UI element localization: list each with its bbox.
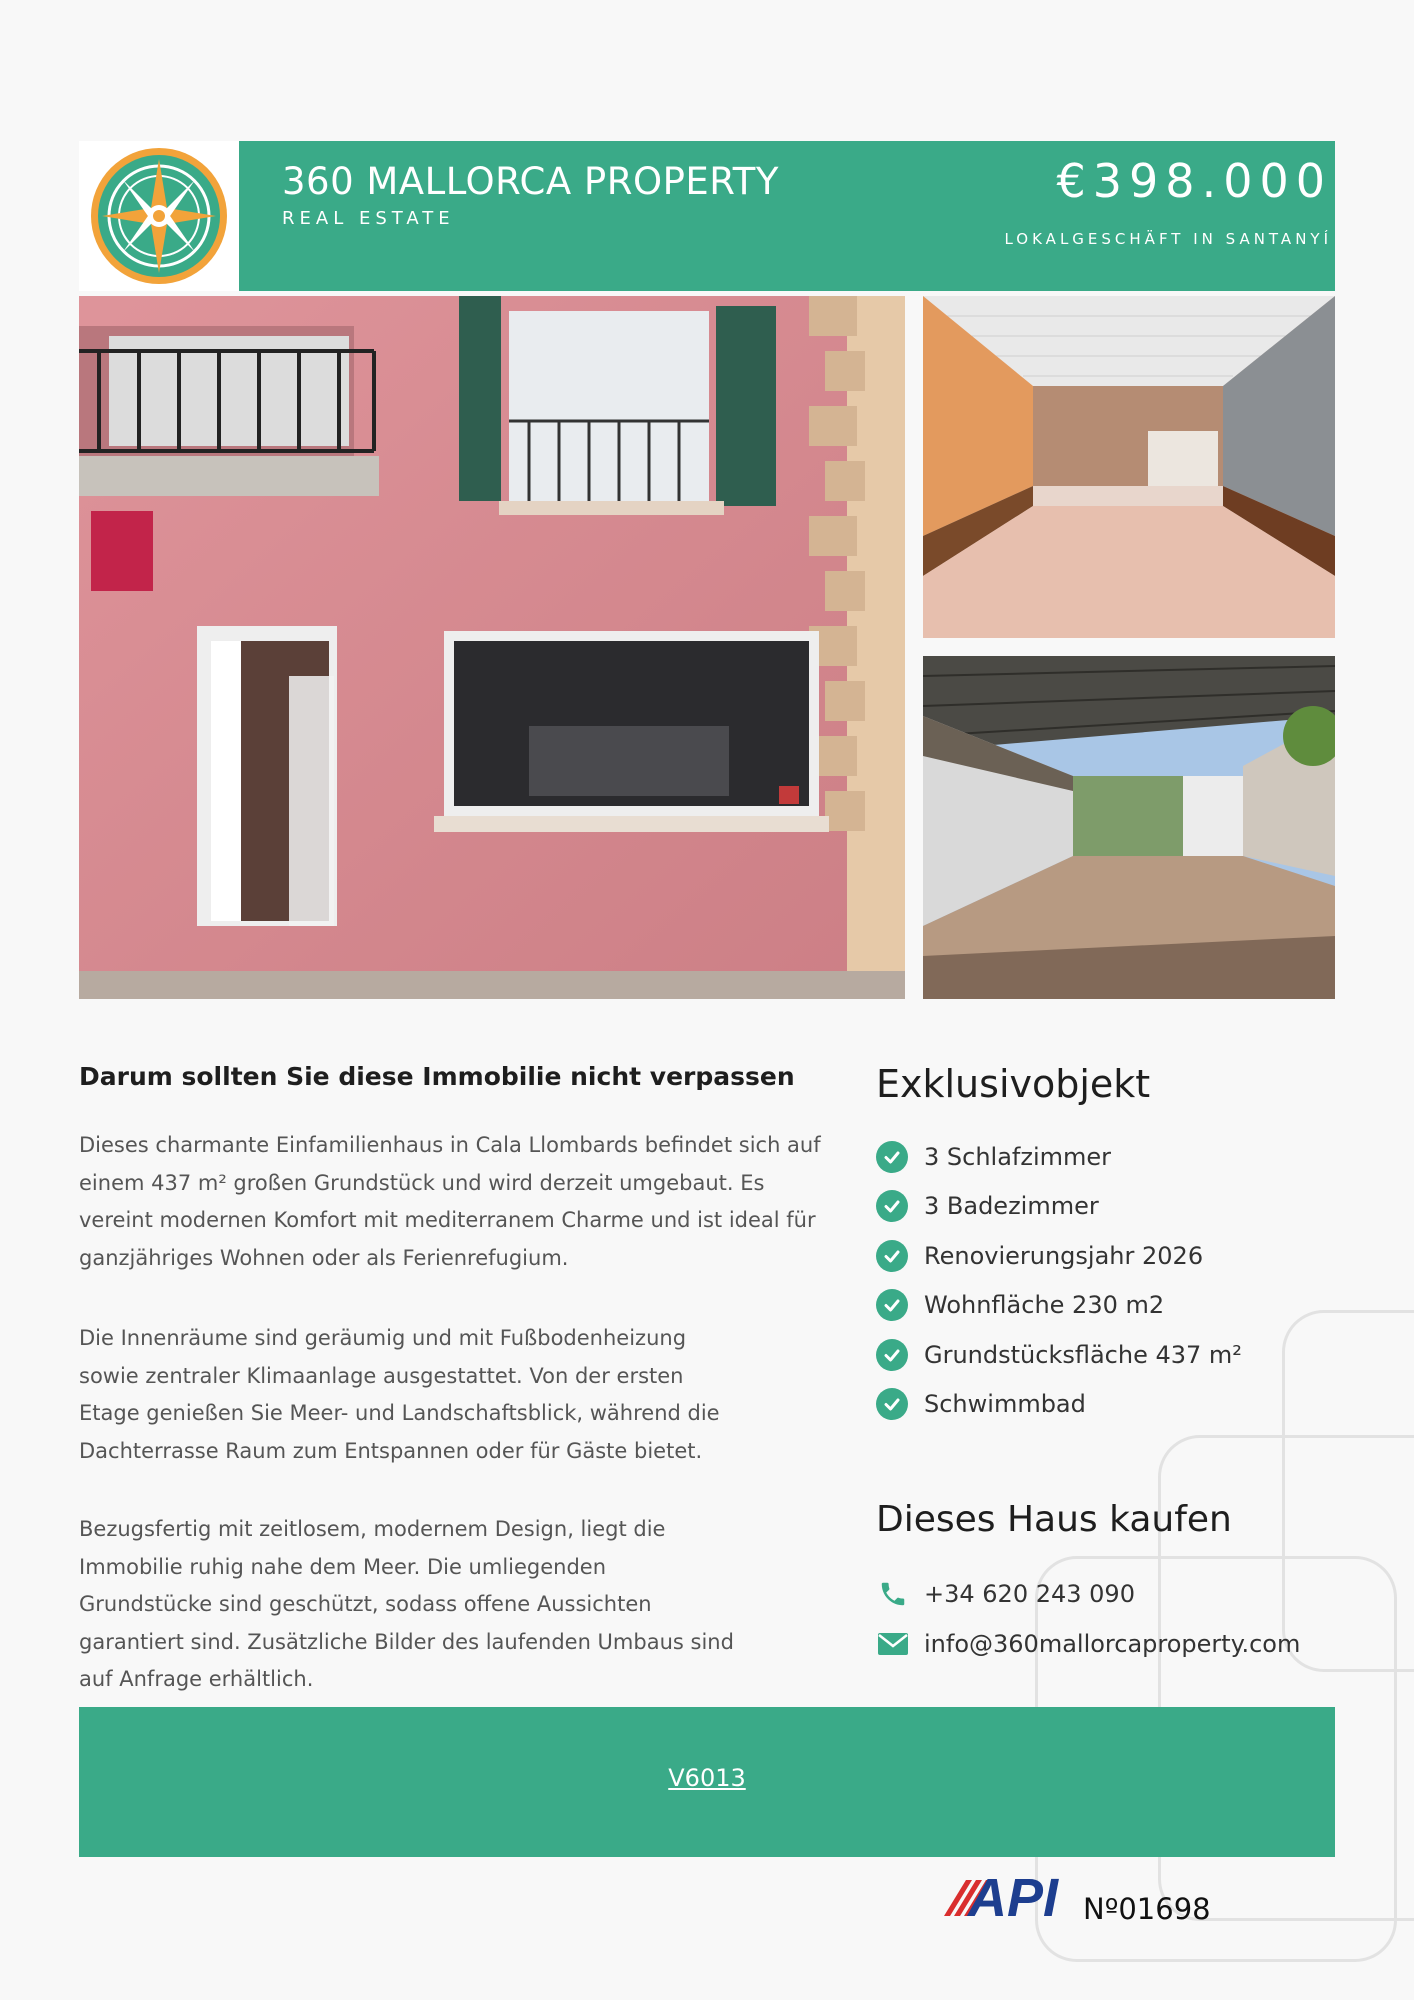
paragraph-line: Dachterrasse Raum zum Entspannen oder für Gäste bietet.	[79, 1438, 703, 1463]
paragraph-line: Die Innenräume sind geräumig und mit Fußbodenheizung	[79, 1326, 687, 1350]
check-circle-icon	[876, 1141, 908, 1173]
paragraph-line: vereint modernen Komfort mit mediterranem Charme und ist ideal für	[79, 1208, 816, 1232]
check-circle-icon	[876, 1289, 908, 1321]
price: €398.000	[1056, 154, 1332, 208]
check-circle-icon	[876, 1339, 908, 1371]
feature-label: Wohnfläche 230 m2	[924, 1291, 1165, 1319]
paragraph-line: sowie zentraler Klimaanlage ausgestattet. Von der ersten	[79, 1363, 684, 1388]
photo-patio	[923, 656, 1335, 999]
compass-logo-icon	[79, 141, 239, 291]
feature-label: 3 Badezimmer	[924, 1192, 1099, 1220]
check-circle-icon	[876, 1190, 908, 1222]
feature-label: Schwimmbad	[924, 1390, 1086, 1418]
property-type: LOKALGESCHÄFT IN SANTANYÍ	[1004, 230, 1332, 248]
feature-item	[876, 1337, 1242, 1373]
api-logo	[938, 1866, 1076, 1924]
paragraph-line: Bezugsfertig mit zeitlosem, modernem Design, liegt die	[79, 1517, 666, 1541]
phone-contact[interactable]	[876, 1576, 1135, 1612]
feature-item	[876, 1287, 1164, 1323]
feature-label: Grundstücksfläche 437 m²	[924, 1341, 1242, 1369]
feature-item	[876, 1139, 1111, 1175]
paragraph-line: Immobilie ruhig nahe dem Meer. Die umliegenden	[79, 1554, 607, 1579]
feature-label: 3 Schlafzimmer	[924, 1143, 1112, 1171]
highlights-title: Darum sollten Sie diese Immobilie nicht verpassen	[79, 1062, 795, 1091]
paragraph-line: ganzjähriges Wohnen oder als Ferienrefugium.	[79, 1245, 569, 1270]
feature-item	[876, 1238, 1203, 1274]
brand-name: 360 MALLORCA PROPERTY	[282, 160, 779, 203]
api-logo-text: API	[968, 1868, 1059, 1924]
check-circle-icon	[876, 1388, 908, 1420]
paragraph-line: einem 437 m² großen Grundstück und wird derzeit umgebaut. Es	[79, 1170, 765, 1195]
api-number: Nº01698	[1083, 1892, 1211, 1926]
feature-item	[876, 1386, 1086, 1422]
exclusive-title: Exklusivobjekt	[876, 1062, 1151, 1106]
paragraph-line: Dieses charmante Einfamilienhaus in Cala Llombards befindet sich auf	[79, 1133, 821, 1157]
reference-link[interactable]: V6013	[668, 1764, 746, 1792]
check-circle-icon	[876, 1240, 908, 1272]
logo	[79, 141, 239, 291]
email-contact[interactable]	[876, 1626, 1300, 1662]
buy-title: Dieses Haus kaufen	[876, 1499, 1232, 1540]
brand-subtitle: REAL ESTATE	[282, 208, 455, 229]
paragraph-line: garantiert sind. Zusätzliche Bilder des laufenden Umbaus sind	[79, 1629, 734, 1654]
description-paragraph-3	[79, 1511, 799, 1699]
feature-label: Renovierungsjahr 2026	[924, 1242, 1204, 1270]
phone-number[interactable]: +34 620 243 090	[924, 1580, 1135, 1608]
feature-item	[876, 1188, 1099, 1224]
description-paragraph-1	[79, 1127, 839, 1277]
paragraph-line: Etage genießen Sie Meer- und Landschaftsblick, während die	[79, 1401, 720, 1425]
paragraph-line: Grundstücke sind geschützt, sodass offene Aussichten	[79, 1592, 652, 1616]
photo-interior	[923, 296, 1335, 638]
paragraph-line: auf Anfrage erhältlich.	[79, 1667, 314, 1691]
photo-facade	[79, 296, 905, 999]
phone-icon	[876, 1578, 910, 1610]
email-address[interactable]: info@360mallorcaproperty.com	[924, 1630, 1301, 1658]
description-paragraph-2	[79, 1320, 799, 1470]
mail-icon	[876, 1628, 910, 1660]
